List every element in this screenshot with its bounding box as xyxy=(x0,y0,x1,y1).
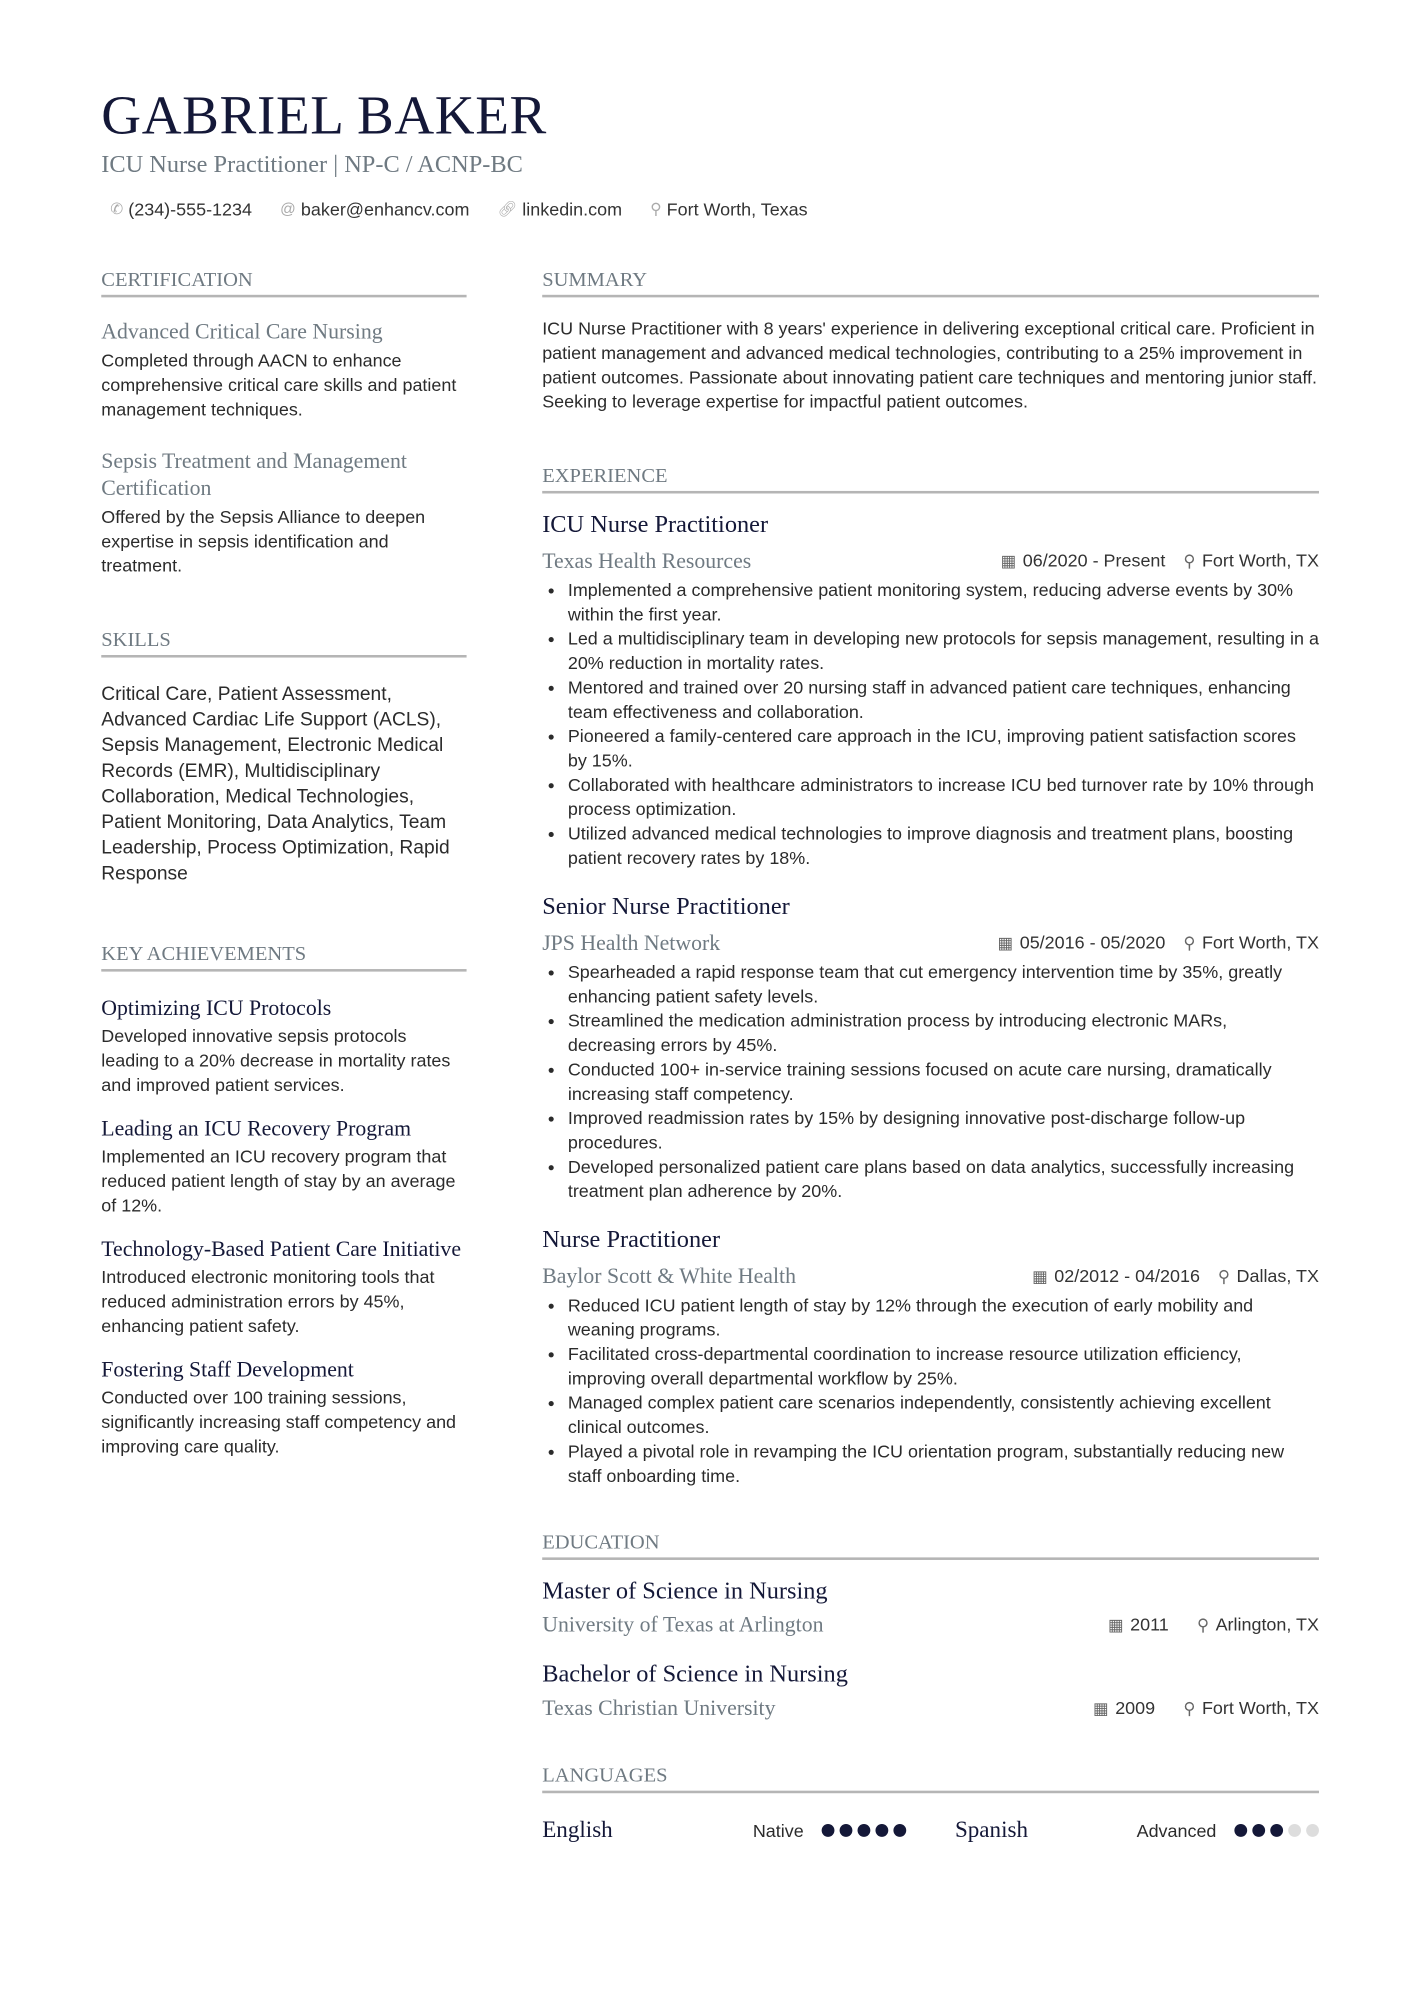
phone-text: (234)-555-1234 xyxy=(128,198,252,220)
calendar-icon: ▦ xyxy=(1000,551,1017,571)
language-item xyxy=(955,1816,1319,1843)
achievement-desc: Introduced electronic monitoring tools that reduced administration errors by 45%, enhancing patient safety. xyxy=(101,1266,435,1336)
achievement-title: Leading an ICU Recovery Program xyxy=(101,1116,412,1141)
candidate-title: ICU Nurse Practitioner | NP-C / ACNP-BC xyxy=(101,151,523,179)
achievement-item xyxy=(101,1115,466,1218)
job-bullet: • Utilized advanced medical technologies to improve diagnosis and treatment plans, boosting patient recovery rates by 18%. xyxy=(568,822,1319,871)
job-dates: 06/2020 - Present xyxy=(1022,549,1166,571)
achievement-desc: Conducted over 100 training sessions, significantly increasing staff competency and improving care quality. xyxy=(101,1386,457,1457)
school-name: Texas Christian University xyxy=(542,1695,776,1721)
language-level: Advanced xyxy=(1136,1819,1217,1841)
proficiency-dot xyxy=(1306,1823,1319,1836)
job-bullet: • Improved readmission rates by 15% by designing innovative post-discharge follow-up procedures. xyxy=(568,1106,1319,1155)
right-column xyxy=(542,269,1319,1843)
section-heading-certification: CERTIFICATION xyxy=(101,269,466,297)
contact-location xyxy=(650,199,807,220)
achievement-desc: Implemented an ICU recovery program that reduced patient length of stay by an average of 12%. xyxy=(101,1145,456,1216)
calendar-icon: ▦ xyxy=(997,933,1014,953)
proficiency-dot xyxy=(822,1823,835,1836)
job-bullet: • Conducted 100+ in-service training sessions focused on acute care nursing, dramatically increasing staff competency. xyxy=(568,1057,1319,1106)
job-location: Fort Worth, TX xyxy=(1201,549,1319,571)
section-heading-achievements: KEY ACHIEVEMENTS xyxy=(101,943,466,971)
email-text[interactable]: baker@enhancv.com xyxy=(300,198,470,220)
proficiency-rating xyxy=(1234,1823,1319,1836)
job-bullets xyxy=(542,1293,1319,1488)
proficiency-dot xyxy=(875,1823,888,1836)
certification-item xyxy=(101,318,466,422)
location-pin-icon: ⚲ xyxy=(1217,1266,1231,1286)
education-list xyxy=(542,1578,1319,1722)
company-name: Texas Health Resources xyxy=(542,548,752,573)
experience-list xyxy=(542,511,1319,1488)
location-pin-icon: ⚲ xyxy=(1183,933,1196,953)
section-heading-summary: SUMMARY xyxy=(542,269,1319,297)
school-name: University of Texas at Arlington xyxy=(542,1612,824,1637)
job-title: ICU Nurse Practitioner xyxy=(542,511,769,539)
job-bullets xyxy=(542,578,1319,870)
section-heading-skills: SKILLS xyxy=(101,629,466,657)
achievement-desc: Developed innovative sepsis protocols leading to a 20% decrease in mortality rates and improved patient services. xyxy=(101,1025,451,1095)
language-level: Native xyxy=(752,1819,804,1841)
education-location: Fort Worth, TX xyxy=(1201,1697,1319,1718)
job-bullet: • Streamlined the medication administration process by introducing electronic MARs, decreasing errors by 45%. xyxy=(568,1009,1319,1058)
location-icon: ⚲ xyxy=(650,199,662,218)
calendar-icon: ▦ xyxy=(1093,1698,1109,1718)
contact-bar xyxy=(110,199,807,220)
location-text: Fort Worth, Texas xyxy=(666,198,808,220)
education-entry xyxy=(542,1661,1319,1721)
link-icon: 🔗︎ xyxy=(497,199,518,218)
language-item xyxy=(542,1816,906,1843)
section-heading-education: EDUCATION xyxy=(542,1532,1319,1560)
proficiency-dot xyxy=(840,1823,853,1836)
job-bullet: • Collaborated with healthcare administrators to increase ICU bed turnover rate by 10% through process optimization. xyxy=(568,773,1319,822)
achievement-item xyxy=(101,995,466,1098)
calendar-icon: ▦ xyxy=(1107,1615,1124,1635)
company-name: Baylor Scott & White Health xyxy=(542,1263,796,1289)
achievement-title: Technology-Based Patient Care Initiative xyxy=(101,1236,462,1262)
job-bullets xyxy=(542,960,1319,1204)
certification-desc: Completed through AACN to enhance comprehensive critical care skills and patient management techniques. xyxy=(101,349,457,420)
achievement-item xyxy=(101,1356,466,1459)
company-name: JPS Health Network xyxy=(542,930,721,955)
candidate-name: GABRIEL BAKER xyxy=(101,85,547,147)
job-entry xyxy=(542,893,1319,1203)
job-bullet: • Led a multidisciplinary team in developing new protocols for sepsis management, resulting in a 20% reduction in mortality rates. xyxy=(568,627,1319,676)
job-bullet: • Played a pivotal role in revamping the ICU orientation program, substantially reducing new staff onboarding time. xyxy=(568,1439,1319,1488)
proficiency-dot xyxy=(1270,1823,1283,1836)
section-heading-experience: EXPERIENCE xyxy=(542,465,1319,493)
contact-phone xyxy=(110,199,252,220)
achievement-item xyxy=(101,1236,466,1339)
proficiency-dot xyxy=(1234,1823,1247,1836)
job-title: Nurse Practitioner xyxy=(542,1226,721,1254)
job-dates: 02/2012 - 04/2016 xyxy=(1054,1265,1200,1286)
achievement-title: Fostering Staff Development xyxy=(101,1357,354,1382)
degree: Master of Science in Nursing xyxy=(542,1577,828,1605)
summary-text: ICU Nurse Practitioner with 8 years' experience in delivering exceptional critical care. Proficient in patient management and advanced medical technologies, contributing to a 25% improvement in patient outcomes. Passionate about innovating patient care techniques and mentoring junior staff. Seeking to leverage expertise for impactful patient outcomes. xyxy=(542,317,1318,412)
job-bullet: • Spearheaded a rapid response team that cut emergency intervention time by 35%, greatly enhancing patient safety levels. xyxy=(568,960,1319,1009)
contact-email[interactable] xyxy=(280,199,469,220)
proficiency-dot xyxy=(893,1823,906,1836)
proficiency-rating xyxy=(822,1823,907,1836)
linkedin-text[interactable]: linkedin.com xyxy=(522,198,623,220)
job-bullet: • Facilitated cross-departmental coordination to increase resource utilization efficiency, improving overall departmental workflow by 25%. xyxy=(568,1342,1319,1391)
location-pin-icon: ⚲ xyxy=(1183,551,1196,571)
achievement-title: Optimizing ICU Protocols xyxy=(101,995,332,1021)
job-bullet: • Managed complex patient care scenarios independently, consistently achieving excellent clinical outcomes. xyxy=(568,1391,1319,1440)
languages-row xyxy=(542,1816,1319,1843)
education-location: Arlington, TX xyxy=(1215,1613,1319,1635)
education-year: 2011 xyxy=(1130,1613,1169,1635)
job-entry xyxy=(542,511,1319,870)
location-pin-icon: ⚲ xyxy=(1183,1698,1196,1718)
education-entry xyxy=(542,1578,1319,1638)
job-entry xyxy=(542,1227,1319,1488)
section-heading-languages: LANGUAGES xyxy=(542,1765,1319,1793)
job-bullet: • Implemented a comprehensive patient monitoring system, reducing adverse events by 30% within the first year. xyxy=(568,578,1319,627)
location-pin-icon: ⚲ xyxy=(1196,1615,1210,1635)
contact-linkedin[interactable] xyxy=(498,199,622,220)
degree: Bachelor of Science in Nursing xyxy=(542,1661,848,1689)
certification-item xyxy=(101,447,466,578)
left-column xyxy=(101,269,466,1459)
education-year: 2009 xyxy=(1115,1697,1156,1718)
certification-title: Advanced Critical Care Nursing xyxy=(101,319,383,344)
job-dates: 05/2016 - 05/2020 xyxy=(1019,931,1166,953)
job-title: Senior Nurse Practitioner xyxy=(542,893,790,921)
certification-title: Sepsis Treatment and Management Certification xyxy=(101,448,407,500)
job-bullet: • Reduced ICU patient length of stay by 12% through the execution of early mobility and weaning programs. xyxy=(568,1293,1319,1342)
job-location: Dallas, TX xyxy=(1236,1265,1319,1286)
at-icon: @ xyxy=(280,199,296,218)
language-name: Spanish xyxy=(954,1816,1029,1842)
proficiency-dot xyxy=(1288,1823,1301,1836)
certification-desc: Offered by the Sepsis Alliance to deepen expertise in sepsis identification and treatment. xyxy=(101,506,426,576)
job-bullet: • Pioneered a family-centered care approach in the ICU, improving patient satisfaction scores by 15%. xyxy=(568,724,1319,773)
language-name: English xyxy=(542,1816,613,1842)
job-location: Fort Worth, TX xyxy=(1201,931,1319,953)
job-bullet: • Developed personalized patient care plans based on data analytics, successfully increasing treatment plan adherence by 20%. xyxy=(568,1155,1319,1204)
job-bullet: • Mentored and trained over 20 nursing staff in advanced patient care techniques, enhancing team effectiveness and collaboration. xyxy=(568,676,1319,725)
calendar-icon: ▦ xyxy=(1032,1266,1048,1286)
phone-icon: ✆ xyxy=(110,199,124,218)
skills-text: Critical Care, Patient Assessment, Advanced Cardiac Life Support (ACLS), Sepsis Management, Electronic Medical Records (EMR), Multidisciplinary Collaboration, Medical Technologies, Patient Monitoring, Data Analytics, Team Leadership, Process Optimization, Rapid Response xyxy=(101,683,450,885)
proficiency-dot xyxy=(1252,1823,1265,1836)
proficiency-dot xyxy=(858,1823,871,1836)
